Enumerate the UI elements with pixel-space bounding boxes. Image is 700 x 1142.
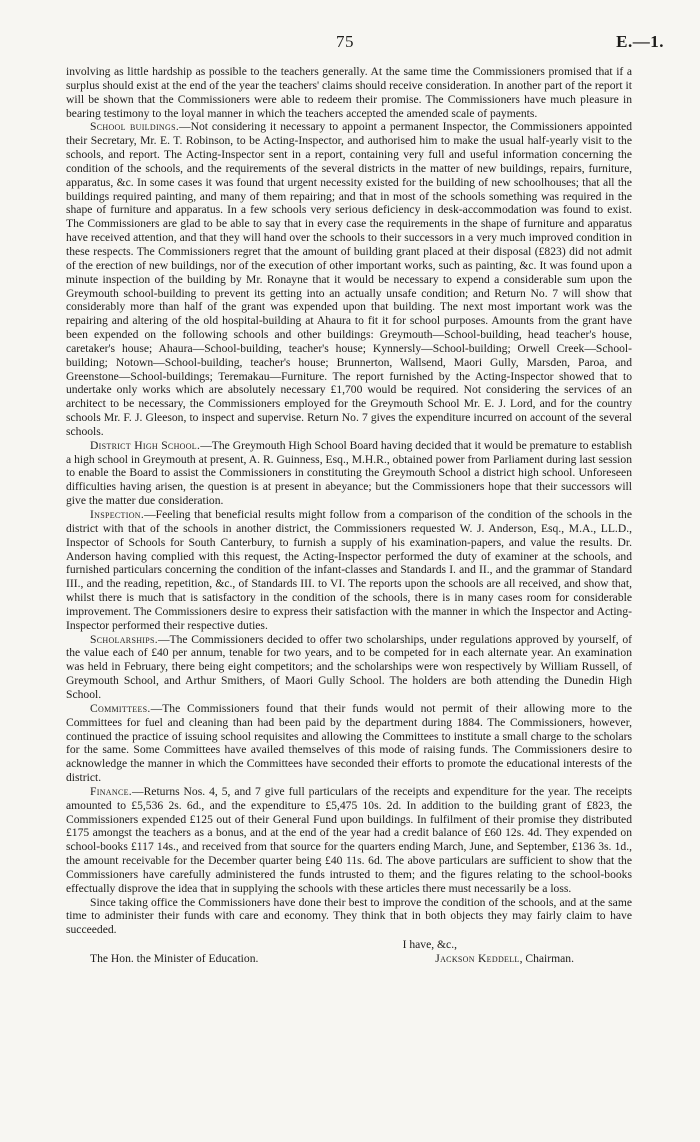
section-heading: School buildings.	[90, 120, 180, 134]
signatory	[435, 952, 574, 966]
page-number: 75	[336, 32, 354, 51]
section-heading: Scholarships.	[90, 632, 158, 646]
section-heading: Finance.	[90, 784, 132, 798]
document-reference: E.—1.	[616, 32, 664, 51]
signatory-name: Jackson Keddell	[435, 952, 520, 965]
signature-row	[66, 952, 632, 968]
paragraph-text: Since taking office the Commissioners have done their best to improve the condition of the schools, and at the same time to administer their funds with care and economy. They think that in both objects they may fairly claim to have succeeded.	[66, 895, 632, 937]
paragraph-text: involving as little hardship as possible to the teachers generally. At the same time the Commissioners promised that if a surplus should exist at the end of the year the teachers' claims should receive consideration. In another part of the report it will be shown that the Commissioners were able to redeem their promise. The Commissioners have much pleasure in bearing testimony to the loyal manner in which the teachers accepted the amended scale of payments.	[66, 65, 632, 120]
paragraph-district-high-school	[66, 439, 632, 508]
paragraph-text: —Returns Nos. 4, 5, and 7 give full particulars of the receipts and expenditure for the year. The receipts amounted to £5,536 2s. 6d., and the expenditure to £5,475 10s. 2d. In addition to the building grant of £823, the Commissioners expended £125 out of their General Fund upon buildings. In fulfilment of their promise they distributed £175 amongst the teachers as a bonus, and at the end of the year had a credit balance of £60 12s. 4d. They expended on school-books £117 14s., and received from that source for the quarters ending March, June, and September, £136 3s. 1d., the amount receivable for the December quarter being £40 11s. 6d. The above particulars are sufficient to show that the Commissioners have carefully administered the funds intrusted to them; and the figures relating to the school-books effectually disprove the idea that in supplying the schools with these articles there must necessarily be a loss.	[66, 784, 632, 895]
paragraph-scholarships	[66, 633, 632, 702]
paragraph-committees	[66, 702, 632, 785]
paragraph-text: —The Commissioners found that their funds would not permit of their allowing more to the Committees for fuel and cleaning than had been paid by the department during 1884. The Commissioners, however, continued the practice of issuing school requisites and allowing the Committees to institute a small charge to the scholars for the same. Some Committees have availed themselves of this mode of raising funds. The Commissioners desire to acknowledge the manner in which the Committees have seconded their efforts to promote the educational interests of the district.	[66, 701, 632, 785]
paragraph-text: —The Greymouth High School Board having decided that it would be premature to establish a high school in Greymouth at present, A. R. Guinness, Esq., M.H.R., obtained power from Parliament during last session to enable the Board to assist the Commissioners in constituting the Greymouth School a district high school. Unforeseen difficulties having arisen, the question is at present in abeyance; but the Commissioners hope that their successors will give the matter due consideration.	[66, 438, 633, 508]
signatory-title: , Chairman.	[519, 952, 574, 965]
paragraph-conclusion	[66, 896, 632, 938]
addressee: The Hon. the Minister of Education.	[90, 952, 259, 965]
paragraph-inspection	[66, 508, 632, 633]
paragraph-continuation	[66, 65, 632, 120]
page-header	[66, 32, 664, 52]
paragraph-text: —The Commissioners decided to offer two scholarships, under regulations approved by yourself, of the value each of £40 per annum, tenable for two years, and to be competed for in each alternate year. An examination was held in February, there being eight competitors; and the scholarships were won respectively by William Russell, of Greymouth School, and Arthur Smithers, of Maori Gully School. The holders are both attending the Dunedin High School.	[66, 632, 632, 701]
paragraph-text: —Not considering it necessary to appoint a permanent Inspector, the Commissioners appointed their Secretary, Mr. E. T. Robinson, to be Acting-Inspector, and authorised him to make the usual half-yearly visit to the schools, and report. The Acting-Inspector sent in a report, containing very full and useful information concerning the condition of the schools, and the requirements of the several districts in the matter of new buildings, repairs, furniture, apparatus, &c. In some cases it was found that urgent necessity existed for the building of new schoolhouses; that all the buildings required painting, and many of them repairing; and that in most of the schools something was required in the shape of furniture and apparatus. In a few schools very serious deficiency in desk-accommodation was found to exist. The Commissioners are glad to be able to say that in every case the requirements in the shape of furniture and apparatus have received attention, and that they will hand over the schools to their successors in a very much improved condition in these respects. The Commissioners regret that the amount of building grant placed at their disposal (£823) did not admit of the erection of new buildings, nor of the execution of other important works, such as painting, &c. It was found upon a minute inspection of the building by Mr. Ronayne that it would be necessary to expend a considerable sum upon the Greymouth school-building to prevent its getting into an actually unsafe condition; and Return No. 7 will show that considerably more than half of the grant was expended upon that building. The next most important work was the repairing and altering of the old hospital-building at Ahaura to fit it for school purposes. Amounts from the grant have been expended on the following schools and other buildings: Greymouth—School-building, head teacher's house, caretaker's house; Ahaura—School-building, teacher's house; Kynnersly—School-building; Orwell Creek—School-building; Notown—School-building, teacher's house; Brunnerton, Wallsend, Maori Gully, Marsden, Paroa, and Greenstone—School-buildings; Teremakau—Furniture. The report furnished by the Acting-Inspector showed that to undertake only works which are absolutely necessary £1,700 would be required. Not considering the services of an architect to be necessary, the Commissioners employed for the Greymouth School Mr. E. J. Lord, and for the country schools Mr. F. J. Gleeson, to inspect and supervise. Return No. 7 gives the expenditure incurred on account of the several schools.	[66, 120, 632, 438]
paragraph-school-buildings	[66, 120, 632, 438]
paragraph-text: —Feeling that beneficial results might follow from a comparison of the condition of the schools in the district with that of the schools in another district, the Commissioners requested W. J. Anderson, Esq., M.A., LL.D., Inspector of Schools for South Canterbury, to furnish a supply of his examination-papers, and value the results. Dr. Anderson having complied with this request, the Acting-Inspector performed the duty of examiner at the schools, and furnished particulars concerning the condition of the infant-classes and Standards I. and II., and the grammar of Standard III., and the reading, repetition, &c., of Standards III. to VI. The reports upon the schools are all received, and show that, whilst there is much that is satisfactory in the condition of the schools, there is in many cases room for considerable improvement. The Commissioners desire to express their satisfaction with the manner in which the Inspector and Acting-Inspector performed their respective duties.	[66, 508, 632, 632]
section-heading: Committees.	[90, 701, 151, 715]
section-heading: District High School.	[90, 438, 201, 452]
closing-salutation: I have, &c.,	[402, 938, 457, 952]
paragraph-finance	[66, 785, 632, 896]
section-heading: Inspection.	[90, 508, 145, 521]
report-body	[66, 65, 632, 968]
